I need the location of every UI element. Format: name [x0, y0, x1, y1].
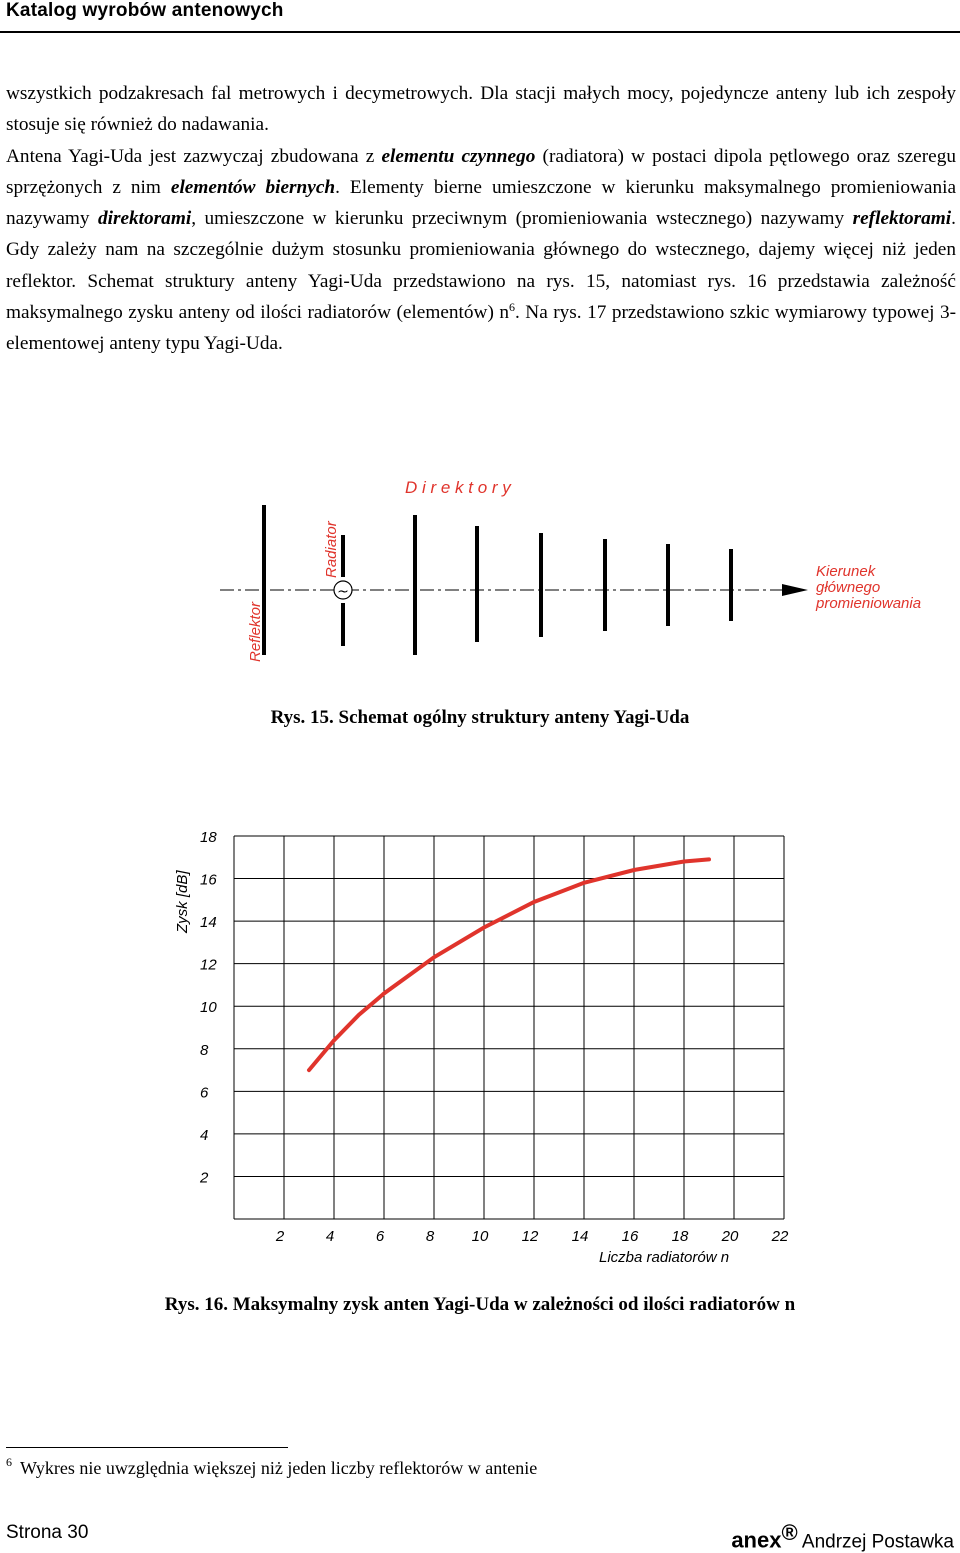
direction-label-line-2: głównego	[816, 579, 881, 596]
director-5	[666, 544, 670, 626]
gain-curve	[309, 859, 709, 1070]
footnote-ref: 6	[509, 300, 515, 315]
y-tick-label: 12	[200, 956, 217, 974]
term-reflectors: reflektorami	[852, 208, 952, 230]
radiator-label: Radiator	[323, 521, 340, 578]
gain-chart	[160, 825, 810, 1275]
p2-text-a: Antena Yagi-Uda jest zazwyczaj zbudowana z	[6, 145, 382, 167]
term-passive-elements: elementów biernych	[170, 176, 336, 198]
paragraph-2	[6, 141, 956, 360]
y-tick-label: 6	[200, 1084, 209, 1102]
page-number: Strona 30	[6, 1522, 89, 1543]
radiator-element-upper	[341, 535, 345, 577]
brand-registered-mark: ®	[781, 1520, 798, 1545]
footnote-text: Wykres nie uwzględnia większej niż jeden liczby reflektorów w antenie	[20, 1458, 538, 1478]
p2-text-g: , umieszczone w kierunku przeciwnym (promieniowania wstecznego) nazywamy	[191, 208, 853, 230]
y-tick-label: 14	[200, 914, 217, 932]
director-3	[539, 533, 543, 637]
x-tick-label: 16	[621, 1228, 639, 1245]
x-tick-label: 4	[325, 1228, 335, 1245]
feed-source-symbol: ~	[337, 584, 349, 600]
p2-text-c: (radiatora) w postaci dipola pętlowego oraz szeregu sprzężonych z nim	[6, 145, 956, 198]
figure-16-caption: Rys. 16. Maksymalny zysk anten Yagi-Uda w zależności od ilości radiatorów n	[164, 1294, 796, 1315]
y-tick-label: 8	[200, 1041, 209, 1059]
footer-brand	[731, 1520, 954, 1553]
y-axis-ticks	[199, 829, 217, 1186]
y-tick-label: 4	[200, 1126, 209, 1144]
x-axis-label: Liczba radiatorów n	[599, 1249, 730, 1266]
direction-label-line-1: Kierunek	[816, 563, 876, 580]
x-tick-label: 22	[771, 1228, 789, 1245]
radiator-element-lower	[341, 603, 345, 646]
term-directors: direktorami	[97, 208, 192, 230]
y-tick-label: 16	[200, 871, 217, 889]
author-name: Andrzej Postawka	[801, 1531, 954, 1553]
directors-label: D i r e k t o r y	[405, 478, 511, 497]
x-tick-label: 8	[425, 1228, 435, 1245]
y-tick-label: 2	[200, 1169, 209, 1187]
y-axis-label: Zysk [dB]	[174, 870, 191, 933]
term-active-element: elementu czynnego	[381, 145, 536, 167]
x-tick-label: 12	[521, 1228, 539, 1245]
p2-text-j: . Na rys. 17 przedstawiono szkic wymiarowy typowej 3-elementowej anteny typu Yagi-Uda.	[6, 302, 957, 355]
yagi-structure-diagram	[200, 470, 960, 680]
brand-logo: anex	[731, 1527, 782, 1553]
director-1	[413, 515, 417, 655]
x-tick-label: 20	[721, 1228, 739, 1245]
y-tick-label: 18	[200, 829, 217, 846]
direction-label-line-3: promieniowania	[816, 595, 922, 612]
director-2	[475, 526, 479, 642]
p2-text-i: . Gdy zależy nam na szczególnie dużym stosunku promieniowania głównego do wstecznego, dajemy więcej niż jeden reflektor. Schemat struktury anteny Yagi-Uda przedstawiono na rys. 15, natomiast rys. 16 przedstawia zależność maksymalnego zysku anteny od ilości radiatorów (elementów) n	[6, 208, 956, 324]
paragraph-1: wszystkich podzakresach fal metrowych i decymetrowych. Dla stacji małych mocy, pojedyncze anteny lub ich zespoły stosuje się również do nadawania.	[6, 83, 956, 136]
body-text	[6, 78, 956, 360]
p2-text-e: . Elementy bierne umieszczone w kierunku maksymalnego promieniowania nazywamy	[6, 176, 956, 230]
director-6	[729, 549, 733, 621]
chart-grid	[234, 836, 784, 1219]
footnote-rule	[6, 1447, 288, 1448]
x-tick-label: 6	[375, 1228, 385, 1245]
reflector-label: Reflektor	[247, 601, 264, 662]
direction-arrow-icon	[782, 584, 808, 596]
x-axis-ticks	[275, 1228, 789, 1245]
x-tick-label: 14	[571, 1228, 589, 1245]
x-tick-label: 10	[471, 1228, 489, 1245]
header-rule	[0, 31, 960, 33]
x-tick-label: 18	[671, 1228, 689, 1245]
footnote	[6, 1455, 537, 1479]
footnote-number: 6	[6, 1455, 12, 1469]
director-4	[603, 539, 607, 631]
running-header: Katalog wyrobów antenowych	[6, 0, 284, 21]
x-tick-label: 2	[275, 1228, 285, 1245]
y-tick-label: 10	[200, 999, 217, 1017]
figure-15-caption: Rys. 15. Schemat ogólny struktury anteny Yagi-Uda	[270, 707, 690, 728]
